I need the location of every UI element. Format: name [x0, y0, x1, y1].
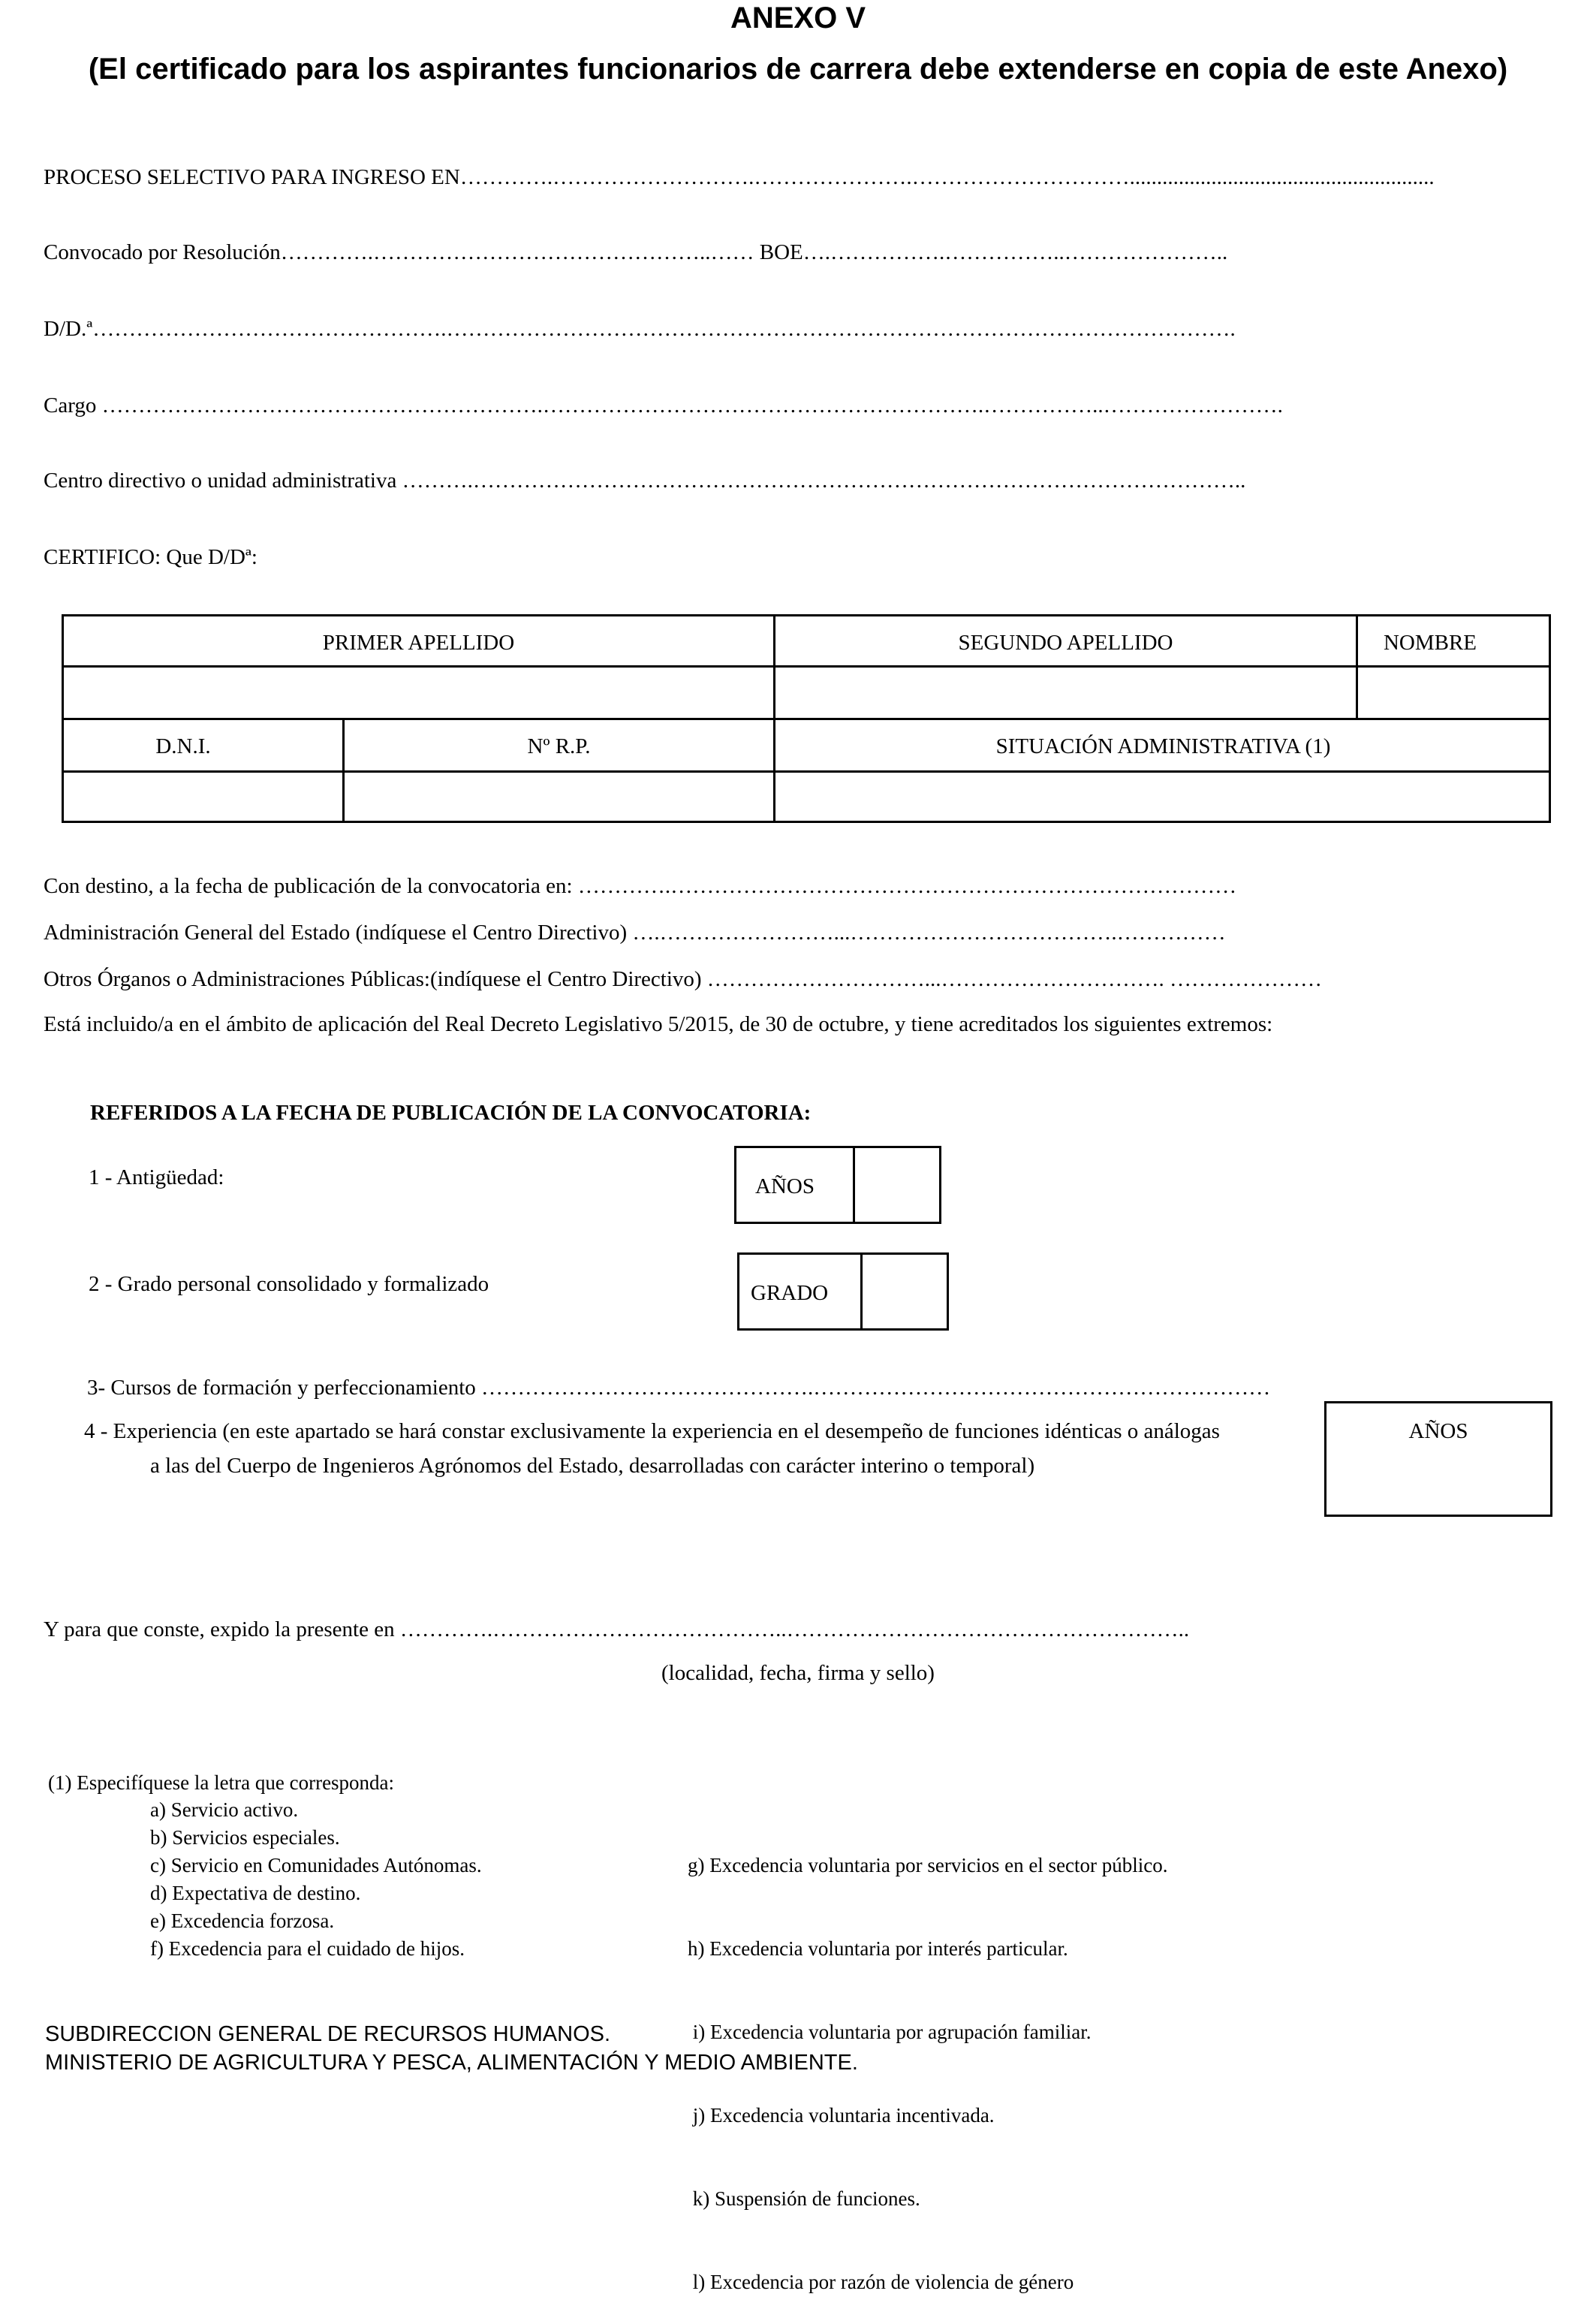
note-item: i) Excedencia voluntaria por agrupación familiar.: [688, 2021, 1092, 2043]
grado-label: 2 - Grado personal consolidado y formalizado: [89, 1272, 489, 1296]
footer-subdireccion: SUBDIRECCION GENERAL DE RECURSOS HUMANOS.: [45, 2022, 611, 2046]
box-divider: [853, 1146, 855, 1224]
dni-input[interactable]: [65, 773, 341, 821]
otros-organos-field[interactable]: Otros Órganos o Administraciones Públicas:(indíquese el Centro Directivo) …………………………...…………………………. …………………: [44, 967, 1323, 991]
dd-field[interactable]: D/D.ª………………………………………….……………………………………………………………………………………………….: [44, 317, 1236, 341]
note-item: a) Servicio activo.: [150, 1798, 299, 1821]
primer-apellido-input[interactable]: [65, 668, 772, 716]
destino-field[interactable]: Con destino, a la fecha de publicación de la convocatoria en: ………….……………………………………………………………………: [44, 874, 1237, 898]
note-item: b) Servicios especiales.: [150, 1826, 340, 1849]
table-rule: [62, 770, 1551, 773]
note-item: j) Excedencia voluntaria incentivada.: [688, 2104, 995, 2127]
note-item: d) Expectativa de destino.: [150, 1882, 361, 1904]
cargo-field[interactable]: Cargo …………………………………………………….…………………………………………………….……………..…………………….: [44, 393, 1283, 417]
referidos-heading: REFERIDOS A LA FECHA DE PUBLICACIÓN DE LA CONVOCATORIA:: [90, 1101, 812, 1125]
certifico-label: CERTIFICO: Que D/Dª:: [44, 545, 257, 569]
table-rule: [62, 665, 1551, 668]
experiencia-text-line1: 4 - Experiencia (en este apartado se hará constar exclusivamente la experiencia en el desempeño de funciones idénticas o análogas: [84, 1419, 1220, 1443]
cursos-field[interactable]: 3- Cursos de formación y perfeccionamiento ……………………………………….………………………………………………………: [87, 1376, 1271, 1400]
note-item: g) Excedencia voluntaria por servicios en el sector público.: [688, 1854, 1168, 1876]
nrp-input[interactable]: [345, 773, 772, 821]
note-item: l) Excedencia por razón de violencia de género: [688, 2271, 1074, 2293]
primer-apellido-header: PRIMER APELLIDO: [322, 631, 515, 655]
experiencia-text-line2: a las del Cuerpo de Ingenieros Agrónomos del Estado, desarrolladas con carácter interino o temporal): [150, 1454, 1035, 1478]
nrp-header: Nº R.P.: [527, 734, 591, 758]
footer-ministerio: MINISTERIO DE AGRICULTURA Y PESCA, ALIMENTACIÓN Y MEDIO AMBIENTE.: [45, 2051, 858, 2075]
table-rule: [62, 718, 1551, 720]
document-title: ANEXO V: [730, 2, 866, 35]
localidad-caption: (localidad, fecha, firma y sello): [661, 1661, 935, 1685]
box-divider: [860, 1252, 863, 1331]
segundo-apellido-header: SEGUNDO APELLIDO: [958, 631, 1173, 655]
antiguedad-anos-label: AÑOS: [755, 1174, 815, 1198]
note-item: h) Excedencia voluntaria por interés particular.: [688, 1937, 1068, 1960]
ambito-text: Está incluido/a en el ámbito de aplicación del Real Decreto Legislativo 5/2015, de 30 de octubre, y tiene acreditados los siguientes extremos:: [44, 1012, 1273, 1036]
note-item: c) Servicio en Comunidades Autónomas.: [150, 1854, 482, 1876]
nombre-input[interactable]: [1359, 668, 1549, 716]
notes-left-list: [150, 1796, 482, 1963]
centro-field[interactable]: Centro directivo o unidad administrativa ……….……………………………………………………………………………………………..: [44, 469, 1246, 493]
note-item: e) Excedencia forzosa.: [150, 1910, 335, 1932]
situacion-input[interactable]: [776, 773, 1549, 821]
grado-box-label: GRADO: [751, 1281, 829, 1305]
notes-heading: (1) Especifíquese la letra que corresponda:: [48, 1771, 395, 1794]
age-centro-field[interactable]: Administración General del Estado (indíquese el Centro Directivo) ….……………………...……………………………….……………: [44, 921, 1226, 945]
note-item: k) Suspensión de funciones.: [688, 2187, 920, 2210]
convocado-field[interactable]: Convocado por Resolución………….………………………………………..…… BOE….…………….……………..…………………..: [44, 240, 1228, 264]
situacion-header: SITUACIÓN ADMINISTRATIVA (1): [995, 734, 1331, 758]
antiguedad-label: 1 - Antigüedad:: [89, 1165, 224, 1189]
nombre-header: NOMBRE: [1383, 631, 1477, 655]
dni-header: D.N.I.: [155, 734, 211, 758]
experiencia-anos-label: AÑOS: [1408, 1419, 1468, 1443]
document-subtitle: (El certificado para los aspirantes funcionarios de carrera debe extenderse en copia de este Anexo): [88, 53, 1508, 86]
proceso-field[interactable]: PROCESO SELECTIVO PARA INGRESO EN………….……………………….………………….…………………………........................................................: [44, 165, 1435, 189]
note-item: f) Excedencia para el cuidado de hijos.: [150, 1937, 465, 1960]
segundo-apellido-input[interactable]: [776, 668, 1354, 716]
expido-field[interactable]: Y para que conste, expido la presente en ………….…………………………………..………………………………………………..: [44, 1617, 1190, 1641]
